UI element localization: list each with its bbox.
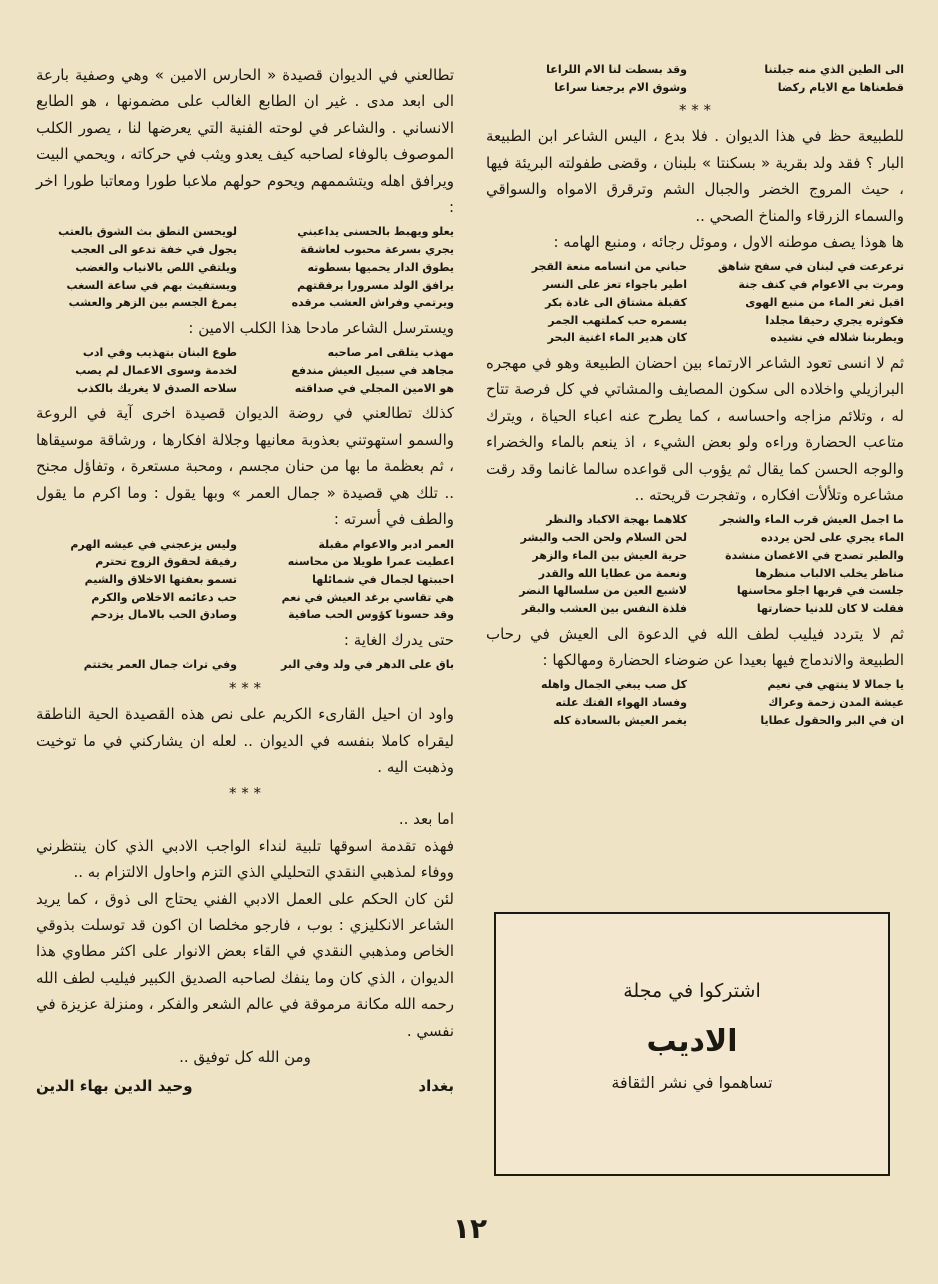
- right-column: [486, 58, 904, 733]
- verse-hemistich: رفيقة لحقوق الزوج تحترم: [95, 555, 237, 569]
- left-column: [36, 62, 454, 1098]
- verse-hemistich: يعلو ويهبط بالحسنى يداعبني: [297, 225, 454, 239]
- verse-hemistich: هو الامين المجلي في صداقته: [294, 381, 454, 395]
- verse-hemistich: وشوق الام يرجعنا سراعا: [554, 80, 687, 94]
- verse-hemistich: ويلتقي اللص بالانياب والغضب: [75, 260, 237, 274]
- paragraph: ها هوذا يصف موطنه الاول ، وموئل رجائه ، ومنبع الهامه :: [553, 233, 904, 252]
- verse-hemistich: ترعرعت في لبنان في سفح شاهق: [717, 260, 904, 274]
- verse-hemistich: وقد بسطت لنا الام اللراعا: [546, 63, 687, 76]
- verse-block: [36, 223, 454, 312]
- page-number: ١٢: [452, 1212, 488, 1245]
- verse-hemistich: وفي تراث جمال العمر يختتم: [83, 658, 237, 672]
- verse-block: [486, 511, 904, 617]
- verse-hemistich: يجول في خفة تدعو الى العجب: [70, 243, 237, 257]
- verse-block: [36, 656, 454, 674]
- verse-hemistich: ومرت بي الاعوام في كنف جنة: [738, 278, 904, 292]
- verse-hemistich: العمر ادبر والاعوام مقبلة: [318, 537, 454, 551]
- verse-hemistich: ويطربنا شلاله في نشيده: [770, 331, 904, 345]
- verse-hemistich: كلاهما بهجة الاكباد والنظر: [546, 513, 687, 527]
- verse-hemistich: باق على الدهر في ولد وفي البر: [281, 658, 454, 672]
- verse-hemistich: وليس يزعجني في عيشه الهرم: [70, 537, 237, 551]
- verse-hemistich: مناظر يخلب الالباب منظرها: [755, 566, 904, 580]
- verse-hemistich: كل صب يبغي الجمال واهله: [540, 678, 687, 692]
- paragraph: للطبيعة حظ في هذا الديوان . فلا بدع ، اليس الشاعر ابن الطبيعة البار ؟ فقد ولد بقرية « بسكنتا » بلبنان ، وقضى طفولته البريئة فيها ، حيث المروج الخضر والجبال الشم وترقرق الامواه والسواقي والسماء الزرقاء والمناخ الصحي ..: [486, 127, 904, 225]
- section-divider: * * *: [678, 101, 712, 120]
- paragraph: واود ان احيل القارىء الكريم على نص هذه القصيدة الحية الناطقة ليقراه كاملا بنفسه في الديوان .. لعله ان يشاركني في ما توخيت وذهبت اليه .: [36, 705, 454, 776]
- verse-hemistich: اقبل ثغر الماء من منبع الهوى: [745, 295, 904, 309]
- verse-hemistich: يمرغ الجسم بين الزهر والعشب: [68, 296, 237, 310]
- verse-hemistich: حباني من انسامه منعة القجر: [531, 260, 687, 274]
- signature: [36, 1074, 454, 1098]
- verse-block: [36, 344, 454, 397]
- paragraph: اما بعد ..: [398, 810, 454, 829]
- verse-hemistich: لاشبع العين من سلسالها النضر: [519, 584, 687, 598]
- verse-hemistich: هي تقاسي برغد العيش في نعم: [281, 590, 454, 604]
- verse-hemistich: مجاهد في سبيل العيش مندفع: [291, 364, 454, 378]
- verse-block: [36, 536, 454, 625]
- paragraph: حتى يدرك الغاية :: [343, 631, 454, 650]
- verse-hemistich: يا جمالا لا ينتهي في نعيم: [767, 678, 904, 692]
- closing-line: ومن الله كل توفيق ..: [179, 1048, 311, 1066]
- verse-hemistich: ويستفيث بهم في ساعة السغب: [66, 278, 237, 292]
- ad-headline: اشتركوا في مجلة: [623, 980, 761, 1002]
- verse-hemistich: والطير تصدح في الاغصان منشدة: [725, 548, 904, 562]
- verse-block: [486, 258, 904, 347]
- verse-hemistich: وفساد الهواء الفتك علته: [555, 696, 687, 710]
- verse-block: [486, 676, 904, 729]
- verse-hemistich: ونعمة من عطايا الله والقدر: [538, 566, 687, 580]
- verse-hemistich: كقبلة مشتاق الى غادة بكر: [545, 295, 687, 309]
- paragraph: كذلك تطالعني في روضة الديوان قصيدة اخرى آية في الروعة والسمو استهوتني بعذوبة معانيها وجلالة افكارها ، ورشاقة موسيقاها ، ثم بعظمة ما بها من حنان مجسم ، ومحبة مستعرة ، وتفاؤل مجنح .. تلك هي قصيدة « جمال العمر » وبها يقول : وما اكرم ما يقول والطف في أسرته :: [36, 404, 454, 529]
- verse-hemistich: مهذب يتلقى امر صاحبه: [327, 346, 454, 360]
- verse-hemistich: جلست في قربها اجلو محاسنها: [736, 584, 904, 598]
- verse-hemistich: الى الطين الذي منه جبلتنا: [764, 63, 904, 76]
- ad-tagline: تساهموا في نشر الثقافة: [611, 1073, 773, 1092]
- verse-hemistich: كان هدير الماء اغنية البحر: [547, 331, 687, 345]
- verse-hemistich: قطعناها مع الايام ركضا: [777, 80, 904, 94]
- verse-hemistich: ان في البر والحقول عطايا: [760, 713, 904, 727]
- verse-hemistich: فكوثره يجري رحيقا مجلدا: [765, 313, 904, 327]
- verse-hemistich: اطير باجواء تعز على النسر: [542, 278, 687, 292]
- verse-hemistich: ما اجمل العيش قرب الماء والشجر: [720, 513, 904, 527]
- verse-hemistich: حرية العيش بين الماء والزهر: [532, 548, 687, 562]
- paragraph: ثم لا انسى تعود الشاعر الارتماء بين احضان الطبيعة وهو في مهجره البرازيلي واخلاده الى سكون المصايف والمشاتي في كل فرصة تتاح له ، وتلائم مزاجه واحساسه ، كما يطرح عنه اعباء الحياة ، ويترك متاعب الحضارة وراءه ولو بعض الشيء ، اذ ينعم بالماء والخضراء والوجه الحسن كما يقال ثم يؤوب الى قواعده سالما غانما وقد رقت مشاعره وتلألأت افكاره ، وتفجرت قريحته ..: [486, 353, 904, 504]
- verse-hemistich: لحن السلام ولحن الحب والبشر: [520, 531, 687, 545]
- subscription-ad-box: [494, 912, 890, 1176]
- verse-hemistich: حب دعائمه الاخلاص والكرم: [91, 590, 237, 604]
- verse-hemistich: يجري بسرعة محبوب لعاشقة: [300, 243, 454, 257]
- paragraph: ويسترسل الشاعر مادحا هذا الكلب الامين :: [188, 318, 454, 337]
- verse-hemistich: وقد حسونا كؤوس الحب صافية: [288, 608, 454, 622]
- verse-hemistich: طوع البنان بتهذيب وفي ادب: [82, 346, 237, 360]
- verse-hemistich: فلذة النفس بين العشب والبقر: [521, 601, 687, 615]
- verse-hemistich: سلاحه الصدق لا يغريك بالكذب: [77, 381, 237, 395]
- paragraph: لئن كان الحكم على العمل الادبي الفني يحتاج الى ذوق ، كما يريد الشاعر الانكليزي : بوب ، فارجو مخلصا ان اكون قد توسلت بذوقي الخاص ومذهبي النقدي في القاء بعض الانوار على اكثر مطاوي هذا الديوان ، الذي كان وما ينفك لصاحبه الصديق الكبير فيليب لطف الله رحمه الله مكانة مرموقة في عالم الشعر والفكر ، ومنزلة عزيزة في نفسي .: [36, 889, 454, 1040]
- verse-hemistich: تسمو بعفتها الاخلاق والشيم: [84, 572, 237, 586]
- verse-hemistich: اعطيت عمرا طويلا من محاسنه: [287, 555, 454, 569]
- paragraph: فهذه تقدمة اسوقها تلبية لنداء الواجب الادبي الذي كان ينتظرني ووفاء لمذهبي النقدي التحليلي الذي التزم واحاول الالتزام به ..: [36, 836, 454, 882]
- verse-block: [486, 61, 904, 96]
- verse-hemistich: احببتها لجمال في شمائلها: [312, 572, 454, 586]
- verse-hemistich: يطوق الدار يحميها بسطوته: [307, 260, 454, 274]
- section-divider: * * *: [228, 679, 262, 698]
- paragraph: ثم لا يتردد فيليب لطف الله في الدعوة الى العيش في رحاب الطبيعة والاندماج فيها بعيدا عن ضوضاء الحضارة ومهالكها :: [486, 624, 904, 670]
- verse-hemistich: وصادق الحب بالامال يزدحم: [90, 608, 237, 622]
- verse-hemistich: يرافق الولد مسرورا برفقتهم: [297, 278, 454, 292]
- verse-hemistich: ويرتمي وفراش العشب مرقده: [291, 296, 454, 310]
- verse-hemistich: لخدمة وسوى الاعمال لم يصب: [75, 364, 237, 378]
- verse-hemistich: عيشة المدن زحمة وعراك: [768, 696, 904, 710]
- section-divider: * * *: [228, 784, 262, 803]
- verse-hemistich: يغمر العيش بالسعادة كله: [553, 713, 687, 727]
- verse-hemistich: يسمره حب كملتهب الجمر: [548, 313, 687, 327]
- signature-name: وحيد الدين بهاء الدين: [36, 1077, 193, 1096]
- signature-city: بغداد: [418, 1077, 454, 1096]
- verse-hemistich: فقلت لا كان للدنيا حضارتها: [756, 601, 904, 615]
- magazine-name: الاديب: [646, 1024, 738, 1059]
- verse-hemistich: لويحسن النطق بث الشوق بالعتب: [58, 225, 237, 239]
- paragraph: تطالعني في الديوان قصيدة « الحارس الامين » وهي وصفية بارعة الى ابعد مدى . غير ان الطابع الغالب على مضمونها ، هو الطابع الانساني . والشاعر في لوحته الفنية التي يعرضها لنا ، يصور الكلب الموصوف بالوفاء لصاحبه كيف يعدو ويثب في حركاته ، ويحمي البيت ويرافق اهله ويتشممهم ويحوم حولهم ملاعبا طورا ومعاتبا طورا اخر :: [36, 66, 454, 217]
- verse-hemistich: الماء يجري على لحن يردده: [760, 531, 904, 545]
